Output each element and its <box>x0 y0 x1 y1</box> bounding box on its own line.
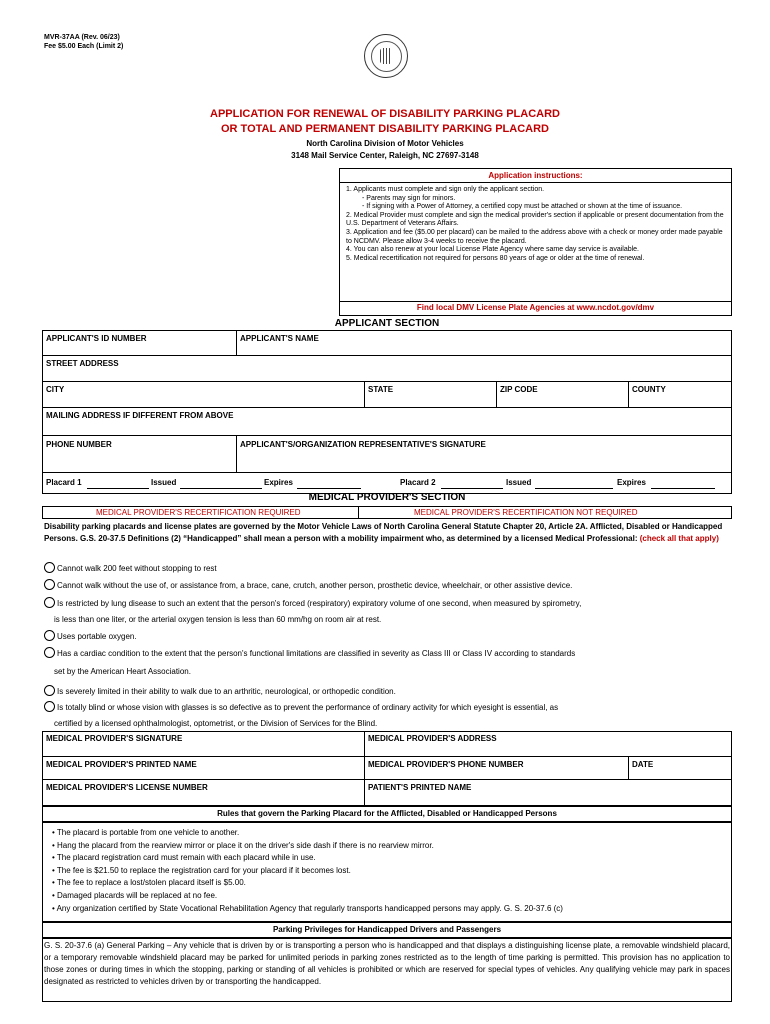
applicant-signature-field[interactable]: APPLICANT'S/ORGANIZATION REPRESENTATIVE'S SIGNATURE <box>240 440 486 449</box>
rule-item: • Damaged placards will be replaced at no fee. <box>52 890 732 903</box>
condition-option-6[interactable] <box>44 684 396 700</box>
zip-field[interactable]: ZIP CODE <box>500 385 538 394</box>
provider-phone-field[interactable]: MEDICAL PROVIDER'S PHONE NUMBER <box>368 760 524 769</box>
agency-name: North Carolina Division of Motor Vehicles <box>306 139 464 148</box>
condition-option-7[interactable] <box>44 700 558 716</box>
expires1-blank[interactable] <box>297 488 361 489</box>
issued2-label: Issued <box>506 478 532 487</box>
patient-printed-name-field[interactable]: PATIENT'S PRINTED NAME <box>368 783 472 792</box>
condition-text: Is severely limited in their ability to walk due to an arthritic, neurological, or orthopedic condition. <box>57 687 396 696</box>
rule-item: • The fee to replace a lost/stolen placard itself is $5.00. <box>52 877 732 890</box>
rule-item: • Hang the placard from the rearview mirror or place it on the driver's side dash if there is no rearview mirror. <box>52 840 732 853</box>
condition-text: Cannot walk 200 feet without stopping to rest <box>57 564 217 573</box>
instruction-item: 2. Medical Provider must complete and sign the medical provider's section if applicable or present documentation from the U.S. Department of Veterans Affairs. <box>346 211 724 228</box>
rule-item: • The fee is $21.50 to replace the registration card for your placard if it becomes lost. <box>52 865 732 878</box>
form-title-line2: OR TOTAL AND PERMANENT DISABILITY PARKING PLACARD <box>221 123 549 135</box>
dmv-link[interactable]: Find local DMV License Plate Agencies at www.ncdot.gov/dmv <box>340 301 731 315</box>
condition-option-4[interactable] <box>44 629 137 645</box>
placard2-blank[interactable] <box>441 488 503 489</box>
form-title-line1: APPLICATION FOR RENEWAL OF DISABILITY PARKING PLACARD <box>210 108 560 120</box>
privileges-heading: Parking Privileges for Handicapped Drivers and Passengers <box>272 925 502 934</box>
condition-text-continued: is less than one liter, or the arterial oxygen tension is less than 60 mm/hg on room air at rest. <box>54 615 382 624</box>
radio-icon[interactable] <box>44 597 55 608</box>
expires1-label: Expires <box>264 478 293 487</box>
issued2-blank[interactable] <box>535 488 613 489</box>
radio-icon[interactable] <box>44 562 55 573</box>
provider-license-field[interactable]: MEDICAL PROVIDER'S LICENSE NUMBER <box>46 783 208 792</box>
recert-required-option[interactable]: MEDICAL PROVIDER'S RECERTIFICATION REQUIRED <box>96 508 301 517</box>
state-seal-icon <box>364 34 408 78</box>
instruction-item: 3. Application and fee ($5.00 per placard) can be mailed to the address above with a check or money order made payable to NCDMV. Please allow 3-4 weeks to receive the placard. <box>346 228 723 245</box>
instruction-item: - If signing with a Power of Attorney, a certified copy must be attached or shown at the time of issuance. <box>362 203 683 211</box>
rules-heading: Rules that govern the Parking Placard for the Afflicted, Disabled or Handicapped Persons <box>217 809 557 818</box>
street-address-field[interactable]: STREET ADDRESS <box>46 359 119 368</box>
condition-option-2[interactable] <box>44 578 572 594</box>
medical-intro <box>44 521 730 544</box>
condition-text-continued: certified by a licensed ophthalmologist, optometrist, or the Division of Services for the Blind. <box>54 719 378 728</box>
check-all-note: (check all that apply) <box>639 533 719 543</box>
date-field[interactable]: DATE <box>632 760 654 769</box>
phone-field[interactable]: PHONE NUMBER <box>46 440 112 449</box>
issued1-blank[interactable] <box>180 488 262 489</box>
condition-text: Is totally blind or whose vision with glasses is so defective as to prevent the performance of ordinary activity for which eyesight is essential, as <box>57 703 559 712</box>
instruction-item: 4. You can also renew at your local License Plate Agency where same day service is available. <box>346 246 640 254</box>
fee-text: Fee $5.00 Each (Limit 2) <box>44 43 124 50</box>
rules-list <box>42 827 732 915</box>
instructions-box <box>339 168 732 316</box>
applicant-section-title: APPLICANT SECTION <box>334 318 440 329</box>
instruction-item: 1. Applicants must complete and sign only the applicant section. <box>346 186 545 193</box>
placard1-blank[interactable] <box>87 488 149 489</box>
condition-text: Has a cardiac condition to the extent that the person's functional limitations are classified in severity as Class III or Class IV according to standards <box>57 649 576 658</box>
condition-option-1[interactable] <box>44 561 217 577</box>
medical-section-title: MEDICAL PROVIDER'S SECTION <box>308 492 466 503</box>
mailing-address-field[interactable]: MAILING ADDRESS IF DIFFERENT FROM ABOVE <box>46 411 234 420</box>
form-id: MVR-37AA (Rev. 06/23) <box>44 34 120 41</box>
placard2-label: Placard 2 <box>400 478 436 487</box>
condition-option-3[interactable] <box>44 596 581 612</box>
condition-text: Cannot walk without the use of, or assistance from, a brace, cane, crutch, another person, prosthetic device, wheelchair, or other assistive device. <box>57 581 573 590</box>
provider-address-field[interactable]: MEDICAL PROVIDER'S ADDRESS <box>368 734 497 743</box>
state-field[interactable]: STATE <box>368 385 394 394</box>
applicant-name-field[interactable]: APPLICANT'S NAME <box>240 334 319 343</box>
rule-item: • The placard registration card must remain with each placard while in use. <box>52 852 732 865</box>
issued1-label: Issued <box>151 478 177 487</box>
privileges-text: G. S. 20-37.6 (a) General Parking – Any vehicle that is driven by or is transporting a person who is handicapped and that displays a distinguishing license plate, a removable windshield placard, or a temporary removable windshield placard may be parked for unlimited periods in parking zones restricted as to the length of time parking is permitted. This provision has no application to those zones or during times in which the stopping, parking or standing of all vehicles is prohibited or which are reserved for special types of vehicles. Any qualifying vehicle may park in spaces designated as restricted to vehicles driven by or transporting the handicapped. <box>44 941 730 986</box>
condition-option-5[interactable] <box>44 646 575 662</box>
expires2-label: Expires <box>617 478 646 487</box>
instructions-heading: Application instructions: <box>340 169 731 183</box>
instruction-item: 5. Medical recertification not required for persons 80 years of age or older at the time of renewal. <box>346 254 645 262</box>
radio-icon[interactable] <box>44 630 55 641</box>
radio-icon[interactable] <box>44 579 55 590</box>
rule-item: • The placard is portable from one vehicle to another. <box>52 827 732 840</box>
expires2-blank[interactable] <box>651 488 715 489</box>
provider-printed-name-field[interactable]: MEDICAL PROVIDER'S PRINTED NAME <box>46 760 197 769</box>
condition-text: Is restricted by lung disease to such an extent that the person's forced (respiratory) expiratory volume of one second, when measured by spirometry, <box>57 599 582 608</box>
provider-signature-field[interactable]: MEDICAL PROVIDER'S SIGNATURE <box>46 734 183 743</box>
radio-icon[interactable] <box>44 685 55 696</box>
applicant-id-field[interactable]: APPLICANT'S ID NUMBER <box>46 334 147 343</box>
agency-address: 3148 Mail Service Center, Raleigh, NC 27697-3148 <box>291 151 479 160</box>
radio-icon[interactable] <box>44 647 55 658</box>
radio-icon[interactable] <box>44 701 55 712</box>
instruction-item: - Parents may sign for minors. <box>362 194 456 202</box>
medical-intro-text: Disability parking placards and license plates are governed by the Motor Vehicle Laws of North Carolina General Statute Chapter 20, Article 2A. Afflicted, Disabled or Handicapped Persons. G.S. 20-37.5 Definitions (2) “Handicapped” shall mean a person with a mobility impairment who, as determined by a licensed Medical Professional: <box>44 522 723 543</box>
condition-text-continued: set by the American Heart Association. <box>54 667 191 676</box>
rule-item: • Any organization certified by State Vocational Rehabilitation Agency that regularly transports handicapped persons may apply. G. S. 20-37.6 (c) <box>52 903 732 916</box>
city-field[interactable]: CITY <box>46 385 65 394</box>
county-field[interactable]: COUNTY <box>632 385 666 394</box>
placard1-label: Placard 1 <box>46 478 82 487</box>
condition-text: Uses portable oxygen. <box>57 632 137 641</box>
recert-not-required-option[interactable]: MEDICAL PROVIDER'S RECERTIFICATION NOT REQUIRED <box>414 508 638 517</box>
